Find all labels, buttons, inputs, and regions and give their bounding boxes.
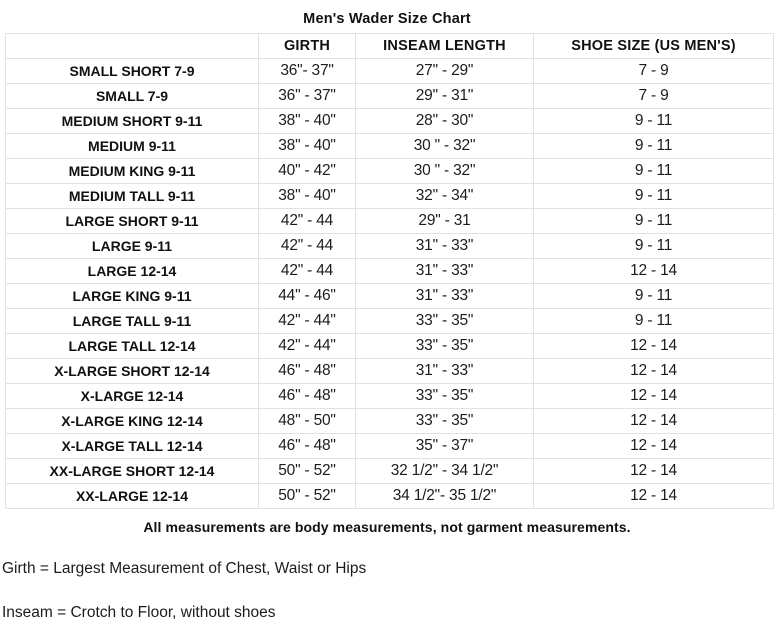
shoe-size-cell: 12 - 14 (534, 409, 774, 434)
page-title: Men's Wader Size Chart (303, 11, 471, 27)
shoe-size-cell: 12 - 14 (534, 484, 774, 509)
measurement-note: All measurements are body measurements, not garment measurements. (143, 519, 631, 535)
table-row (6, 309, 774, 334)
table-row (6, 284, 774, 309)
header-shoe-size: SHOE SIZE (US MEN'S) (534, 34, 774, 59)
shoe-size-cell: 7 - 9 (534, 59, 774, 84)
table-header (6, 34, 774, 59)
size-label-cell: SMALL SHORT 7-9 (6, 59, 259, 84)
girth-cell: 42" - 44 (259, 209, 356, 234)
girth-cell: 42" - 44 (259, 259, 356, 284)
size-label-cell: LARGE SHORT 9-11 (6, 209, 259, 234)
girth-cell: 42" - 44" (259, 334, 356, 359)
shoe-size-cell: 12 - 14 (534, 384, 774, 409)
girth-cell: 42" - 44" (259, 309, 356, 334)
table-row (6, 159, 774, 184)
size-label-cell: LARGE TALL 9-11 (6, 309, 259, 334)
table-row (6, 409, 774, 434)
shoe-size-cell: 12 - 14 (534, 434, 774, 459)
inseam-cell: 27" - 29" (356, 59, 534, 84)
table-row (6, 334, 774, 359)
shoe-size-cell: 9 - 11 (534, 284, 774, 309)
inseam-cell: 31" - 33" (356, 259, 534, 284)
size-label-cell: XX-LARGE 12-14 (6, 484, 259, 509)
shoe-size-cell: 9 - 11 (534, 109, 774, 134)
shoe-size-cell: 7 - 9 (534, 84, 774, 109)
inseam-cell: 33" - 35" (356, 409, 534, 434)
inseam-cell: 29" - 31" (356, 84, 534, 109)
inseam-cell: 33" - 35" (356, 334, 534, 359)
size-label-cell: LARGE TALL 12-14 (6, 334, 259, 359)
size-label-cell: X-LARGE SHORT 12-14 (6, 359, 259, 384)
table-row (6, 359, 774, 384)
size-chart-table (5, 33, 774, 509)
girth-definition: Girth = Largest Measurement of Chest, Waist or Hips (2, 560, 367, 577)
inseam-definition: Inseam = Crotch to Floor, without shoes (2, 604, 276, 621)
inseam-cell: 30 " - 32" (356, 159, 534, 184)
table-row (6, 134, 774, 159)
inseam-cell: 32" - 34" (356, 184, 534, 209)
table-row (6, 459, 774, 484)
size-label-cell: XX-LARGE SHORT 12-14 (6, 459, 259, 484)
table-row (6, 59, 774, 84)
inseam-cell: 28" - 30" (356, 109, 534, 134)
girth-cell: 38" - 40" (259, 134, 356, 159)
girth-cell: 36" - 37" (259, 84, 356, 109)
girth-cell: 50" - 52" (259, 484, 356, 509)
size-label-cell: MEDIUM TALL 9-11 (6, 184, 259, 209)
inseam-cell: 31" - 33" (356, 284, 534, 309)
table-row (6, 434, 774, 459)
size-label-cell: SMALL 7-9 (6, 84, 259, 109)
girth-cell: 42" - 44 (259, 234, 356, 259)
table-row (6, 109, 774, 134)
shoe-size-cell: 9 - 11 (534, 309, 774, 334)
size-label-cell: LARGE KING 9-11 (6, 284, 259, 309)
shoe-size-cell: 9 - 11 (534, 159, 774, 184)
size-label-cell: X-LARGE 12-14 (6, 384, 259, 409)
table-row (6, 184, 774, 209)
shoe-size-cell: 12 - 14 (534, 359, 774, 384)
girth-cell: 44" - 46" (259, 284, 356, 309)
girth-cell: 46" - 48" (259, 359, 356, 384)
inseam-cell: 29" - 31 (356, 209, 534, 234)
size-label-cell: LARGE 9-11 (6, 234, 259, 259)
girth-cell: 46" - 48" (259, 434, 356, 459)
shoe-size-cell: 9 - 11 (534, 184, 774, 209)
shoe-size-cell: 12 - 14 (534, 334, 774, 359)
size-label-cell: X-LARGE TALL 12-14 (6, 434, 259, 459)
header-inseam-length: INSEAM LENGTH (356, 34, 534, 59)
size-label-cell: MEDIUM KING 9-11 (6, 159, 259, 184)
table-row (6, 84, 774, 109)
shoe-size-cell: 9 - 11 (534, 209, 774, 234)
inseam-cell: 33" - 35" (356, 309, 534, 334)
header-girth: GIRTH (259, 34, 356, 59)
inseam-cell: 32 1/2" - 34 1/2" (356, 459, 534, 484)
inseam-cell: 35" - 37" (356, 434, 534, 459)
size-label-cell: MEDIUM SHORT 9-11 (6, 109, 259, 134)
inseam-cell: 31" - 33" (356, 234, 534, 259)
shoe-size-cell: 12 - 14 (534, 459, 774, 484)
size-table-body (6, 59, 774, 509)
girth-cell: 46" - 48" (259, 384, 356, 409)
size-label-cell: LARGE 12-14 (6, 259, 259, 284)
header-row (6, 34, 774, 59)
table-row (6, 234, 774, 259)
shoe-size-cell: 9 - 11 (534, 134, 774, 159)
inseam-cell: 33" - 35" (356, 384, 534, 409)
girth-cell: 50" - 52" (259, 459, 356, 484)
shoe-size-cell: 12 - 14 (534, 259, 774, 284)
table-row (6, 259, 774, 284)
girth-cell: 38" - 40" (259, 109, 356, 134)
header-size-blank (6, 34, 259, 59)
table-row (6, 384, 774, 409)
inseam-cell: 34 1/2"- 35 1/2" (356, 484, 534, 509)
shoe-size-cell: 9 - 11 (534, 234, 774, 259)
inseam-cell: 30 " - 32" (356, 134, 534, 159)
inseam-cell: 31" - 33" (356, 359, 534, 384)
girth-cell: 40" - 42" (259, 159, 356, 184)
girth-cell: 48" - 50" (259, 409, 356, 434)
table-row (6, 209, 774, 234)
girth-cell: 36"- 37" (259, 59, 356, 84)
size-label-cell: X-LARGE KING 12-14 (6, 409, 259, 434)
table-row (6, 484, 774, 509)
size-label-cell: MEDIUM 9-11 (6, 134, 259, 159)
girth-cell: 38" - 40" (259, 184, 356, 209)
